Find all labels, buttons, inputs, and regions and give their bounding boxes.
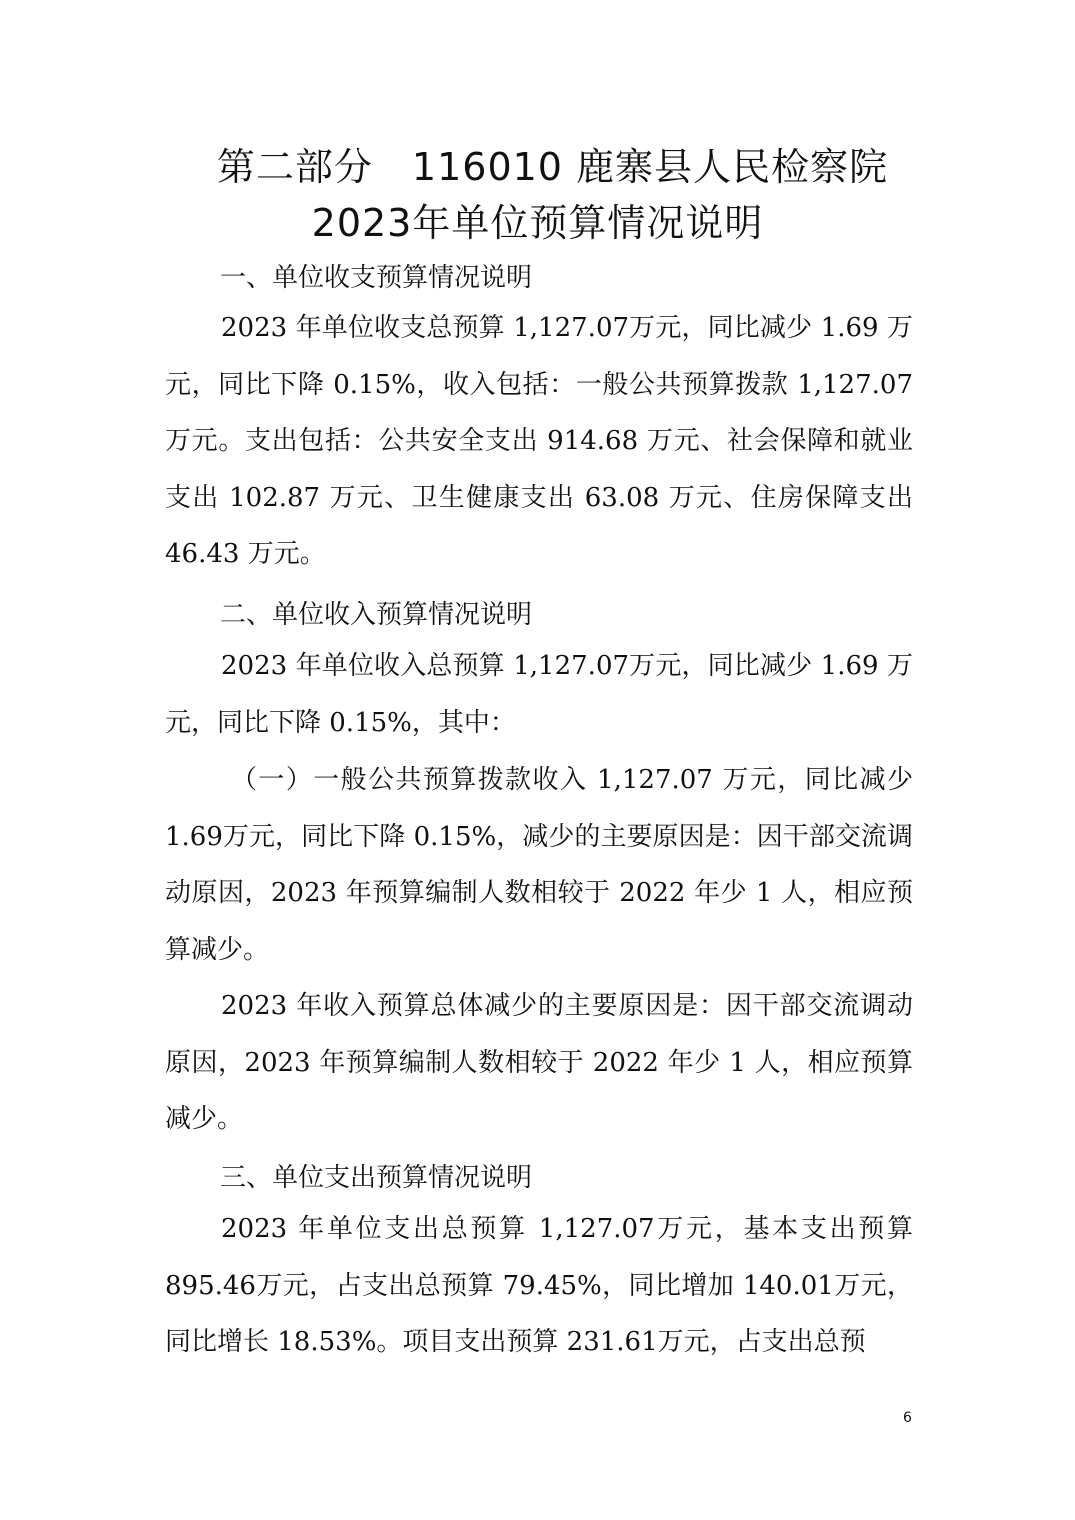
- section-3-paragraph-1: 2023 年单位支出总预算 1,127.07万元，基本支出预算 895.46万元，占支出总预算 79.45%，同比增加 140.01万元，同比增长 18.53%。项目支出预算 231.61万元，占支出总预: [165, 1214, 913, 1357]
- section-heading-3: 三、单位支出预算情况说明: [220, 1163, 533, 1193]
- page-number: 6: [903, 1410, 912, 1426]
- section-heading-2: 二、单位收入预算情况说明: [220, 600, 533, 630]
- section-2-paragraph-2: （一）一般公共预算拨款收入 1,127.07 万元，同比减少 1.69万元，同比下降 0.15%，减少的主要原因是：因干部交流调动原因，2023 年预算编制人数相较于 2022 年少 1 人，相应预算减少。: [165, 765, 913, 965]
- page-title-line-1: 第二部分 116010 鹿寨县人民检察院: [216, 145, 889, 189]
- section-2-paragraph-3: 2023 年收入预算总体减少的主要原因是：因干部交流调动原因，2023 年预算编制人数相较于 2022 年少 1 人，相应预算减少。: [165, 991, 913, 1134]
- page-title-line-2: 2023年单位预算情况说明: [311, 201, 764, 245]
- section-2-paragraph-1: 2023 年单位收入总预算 1,127.07万元，同比减少 1.69 万元，同比下降 0.15%，其中：: [165, 651, 913, 738]
- section-heading-1: 一、单位收支预算情况说明: [220, 263, 533, 293]
- section-1-paragraph-1: 2023 年单位收支总预算 1,127.07万元，同比减少 1.69 万元，同比下降 0.15%，收入包括：一般公共预算拨款 1,127.07 万元。支出包括：公共安全支出 914.68 万元、社会保障和就业支出 102.87 万元、卫生健康支出 63.08 万元、住房保障支出 46.43 万元。: [165, 313, 913, 569]
